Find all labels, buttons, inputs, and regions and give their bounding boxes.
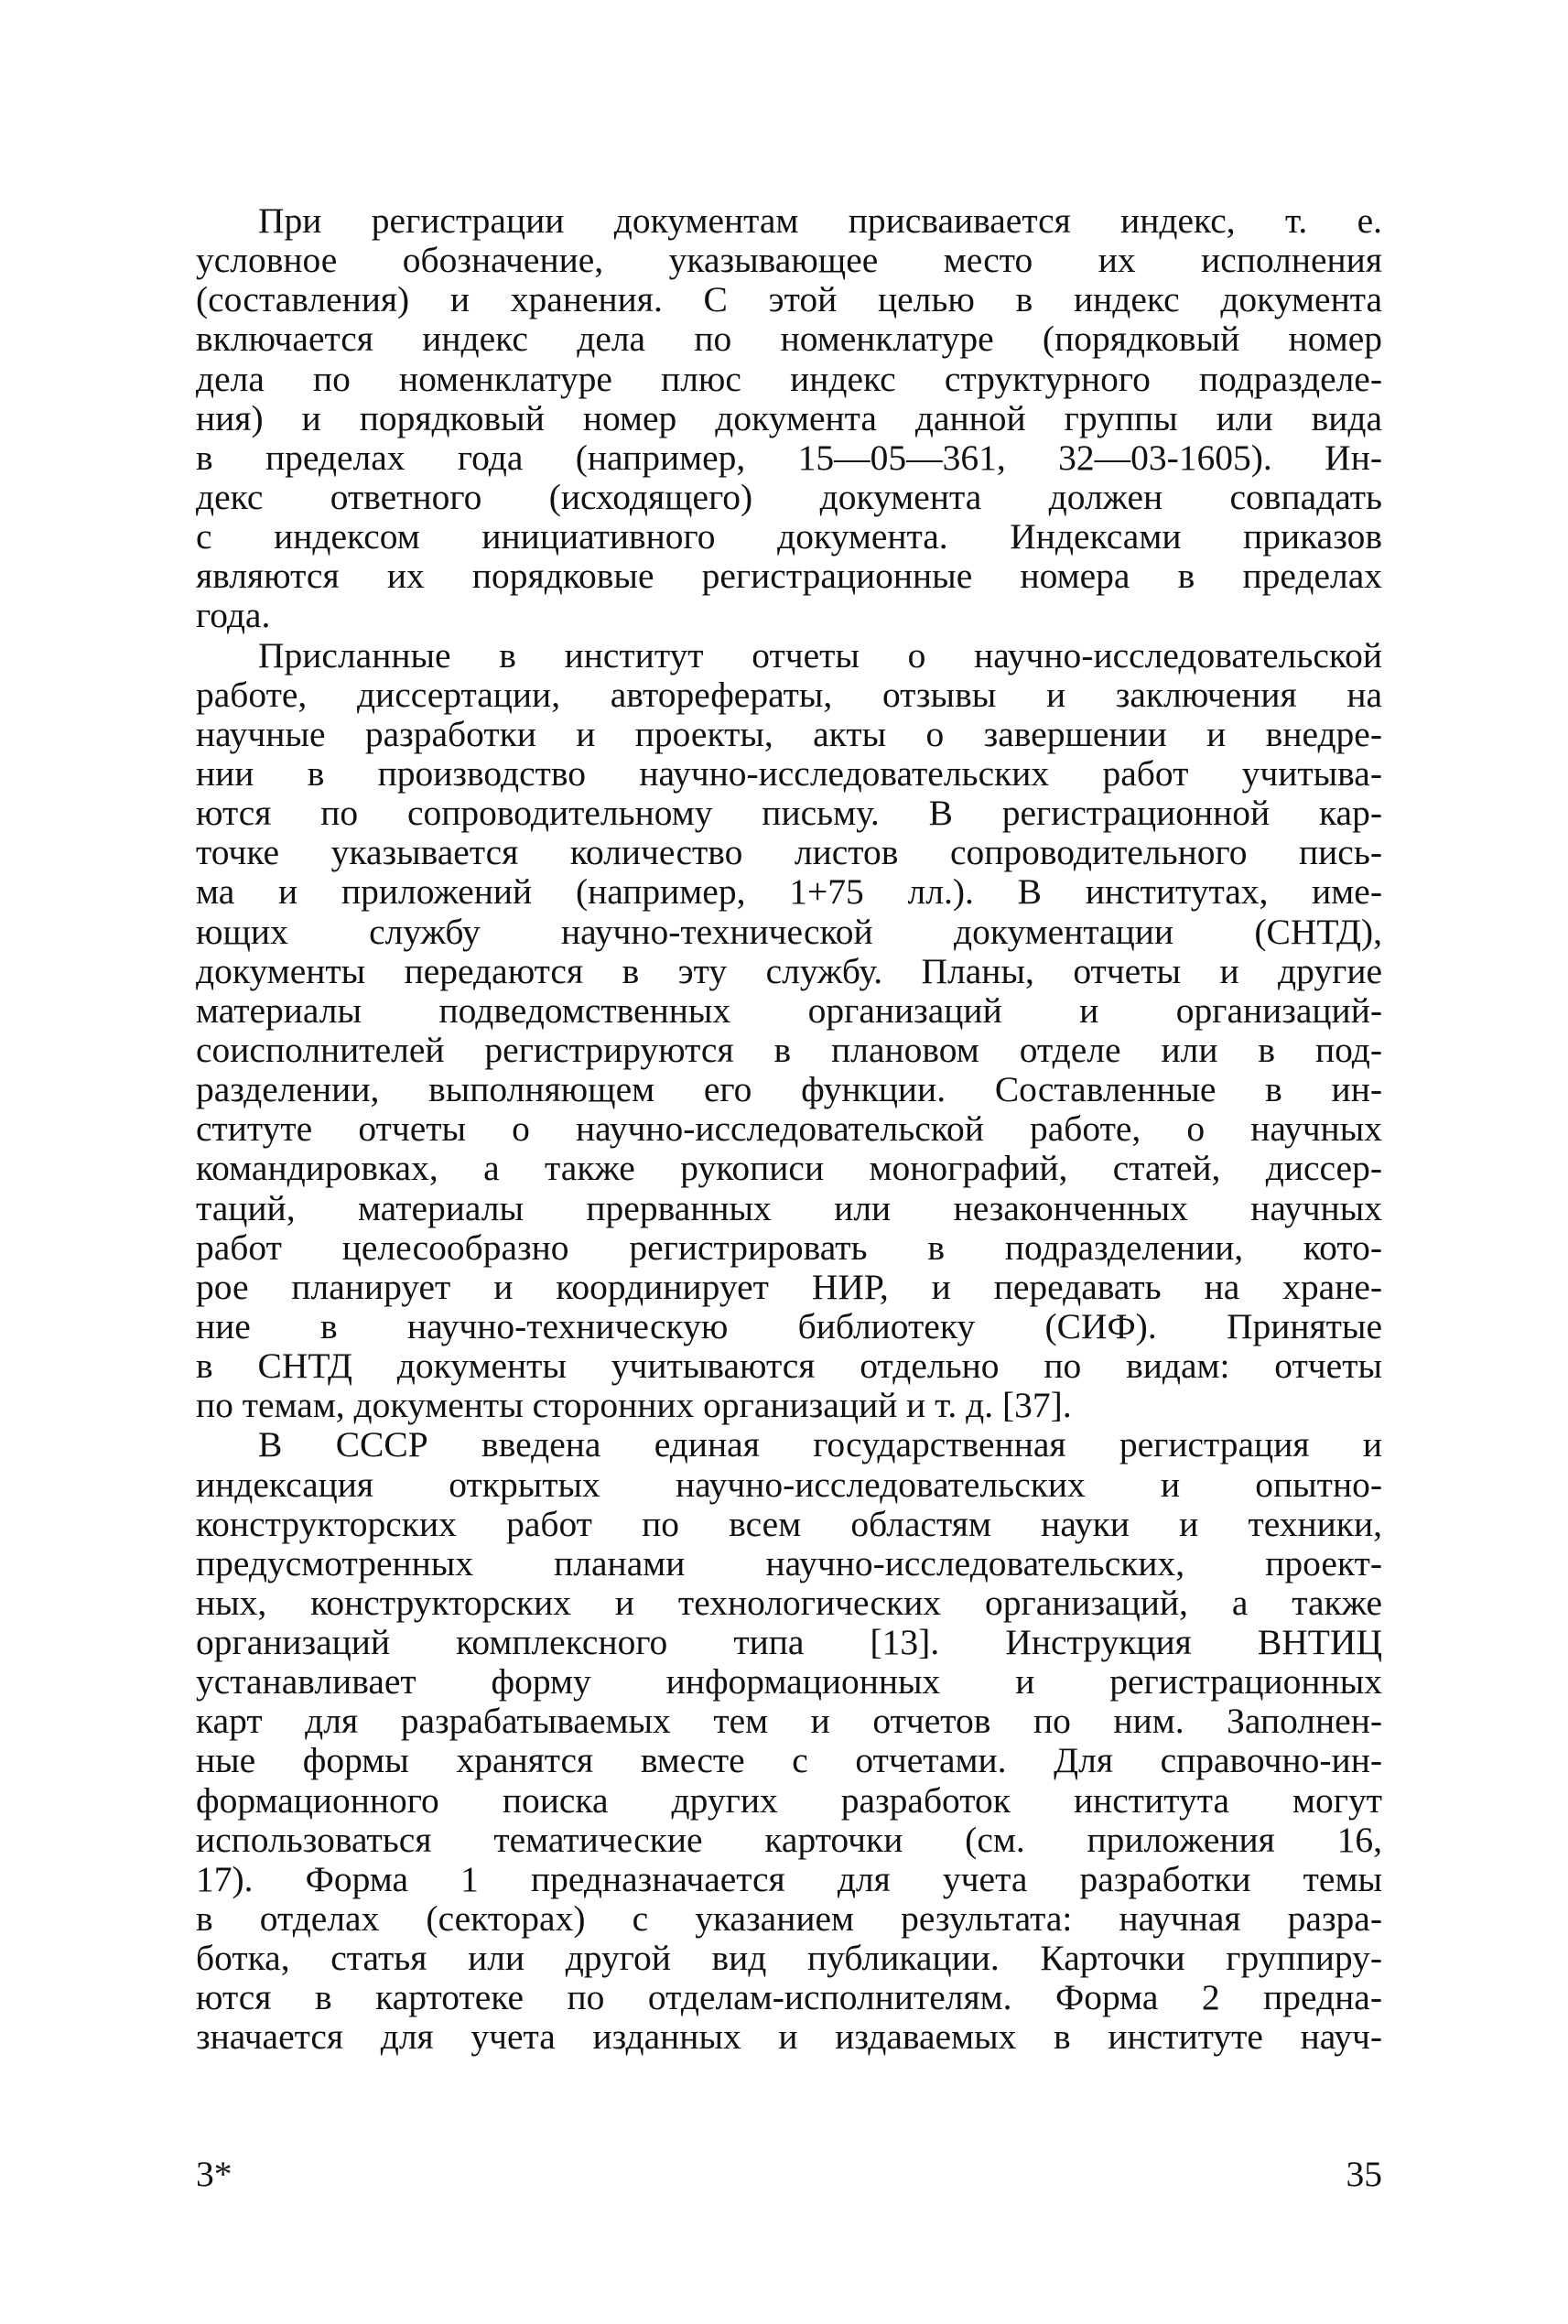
text-line: ные формы хранятся вместе с отчетами. Для справочно-ин- <box>196 1740 1382 1781</box>
text-line: В СССР введена единая государственная регистрация и <box>258 1424 1382 1465</box>
text-line: командировках, а также рукописи монографий, статей, диссер- <box>196 1148 1382 1189</box>
text-line: карт для разрабатываемых тем и отчетов по ним. Заполнен- <box>196 1701 1382 1742</box>
text-line: по темам, документы сторонних организаций и т. д. [37]. <box>196 1385 1072 1426</box>
text-line: работе, диссертации, авторефераты, отзывы и заключения на <box>196 674 1382 715</box>
text-line: значается для учета изданных и издаваемых в институте науч- <box>196 2016 1382 2058</box>
text-line: ботка, статья или другой вид публикации. Карточки группиру- <box>196 1938 1382 1979</box>
text-line: индексация открытых научно-исследовательских и опытно- <box>196 1464 1382 1505</box>
text-line: организаций комплексного типа [13]. Инструкция ВНТИЦ <box>196 1622 1382 1663</box>
text-line: При регистрации документам присваивается индекс, т. е. <box>258 200 1382 241</box>
text-line: конструкторских работ по всем областям науки и техники, <box>196 1503 1382 1544</box>
text-line: декс ответного (исходящего) документа должен совпадать <box>196 476 1382 517</box>
text-line: научные разработки и проекты, акты о завершении и внедре- <box>196 713 1382 754</box>
text-line: включается индекс дела по номенклатуре (порядковый номер <box>196 319 1382 360</box>
text-line: условное обозначение, указывающее место их исполнения <box>196 240 1382 281</box>
text-line: материалы подведомственных организаций и организаций- <box>196 989 1382 1031</box>
text-line: в отделах (секторах) с указанием результата: научная разра- <box>196 1898 1382 1940</box>
text-line: соисполнителей регистрируются в плановом отделе или в под- <box>196 1029 1382 1070</box>
body-text <box>196 201 1382 2058</box>
text-line: устанавливает форму информационных и регистрационных <box>196 1661 1382 1702</box>
text-line: Присланные в институт отчеты о научно-исследовательской <box>258 634 1382 676</box>
text-line: (составления) и хранения. С этой целью в индекс документа <box>196 279 1382 320</box>
text-line: нии в производство научно-исследовательских работ учитыва- <box>196 752 1382 794</box>
text-line: с индексом инициативного документа. Индексами приказов <box>196 516 1382 557</box>
text-line: являются их порядковые регистрационные номера в пределах <box>196 556 1382 597</box>
text-line: предусмотренных планами научно-исследовательских, проект- <box>196 1542 1382 1584</box>
text-line: дела по номенклатуре плюс индекс структурного подразделе- <box>196 358 1382 399</box>
text-line: 17). Форма 1 предназначается для учета разработки темы <box>196 1858 1382 1899</box>
text-line: разделении, выполняющем его функции. Составленные в ин- <box>196 1069 1382 1110</box>
text-line: в СНТД документы учитываются отдельно по видам: отчеты <box>196 1346 1382 1387</box>
text-line: ных, конструкторских и технологических организаций, а также <box>196 1582 1382 1623</box>
text-line: ющих службу научно-технической документации (СНТД), <box>196 911 1382 952</box>
text-line: документы передаются в эту службу. Планы, отчеты и другие <box>196 950 1382 991</box>
text-line: формационного поиска других разработок института могут <box>196 1779 1382 1821</box>
page-number: 35 <box>1346 2154 1382 2194</box>
text-line: работ целесообразно регистрировать в подразделении, кото- <box>196 1227 1382 1268</box>
text-line: таций, материалы прерванных или незаконченных научных <box>196 1187 1382 1228</box>
text-line: ма и приложений (например, 1+75 лл.). В институтах, име- <box>196 871 1382 913</box>
text-line: ние в научно-техническую библиотеку (СИФ). Принятые <box>196 1305 1382 1346</box>
text-line: ются по сопроводительному письму. В регистрационной кар- <box>196 793 1382 834</box>
signature-mark: 3* <box>196 2154 232 2194</box>
text-line: года. <box>196 595 271 636</box>
text-line: ются в картотеке по отделам-исполнителям. Форма 2 предна- <box>196 1977 1382 2018</box>
page-footer <box>196 2153 1382 2199</box>
text-line: точке указывается количество листов сопроводительного пись- <box>196 832 1382 873</box>
text-line: рое планирует и координирует НИР, и передавать на хране- <box>196 1266 1382 1307</box>
text-line: ния) и порядковый номер документа данной группы или вида <box>196 397 1382 438</box>
text-line: ституте отчеты о научно-исследовательской работе, о научных <box>196 1108 1382 1150</box>
text-line: в пределах года (например, 15—05—361, 32—03-1605). Ин- <box>196 437 1382 478</box>
text-line: использоваться тематические карточки (см. приложения 16, <box>196 1819 1382 1860</box>
